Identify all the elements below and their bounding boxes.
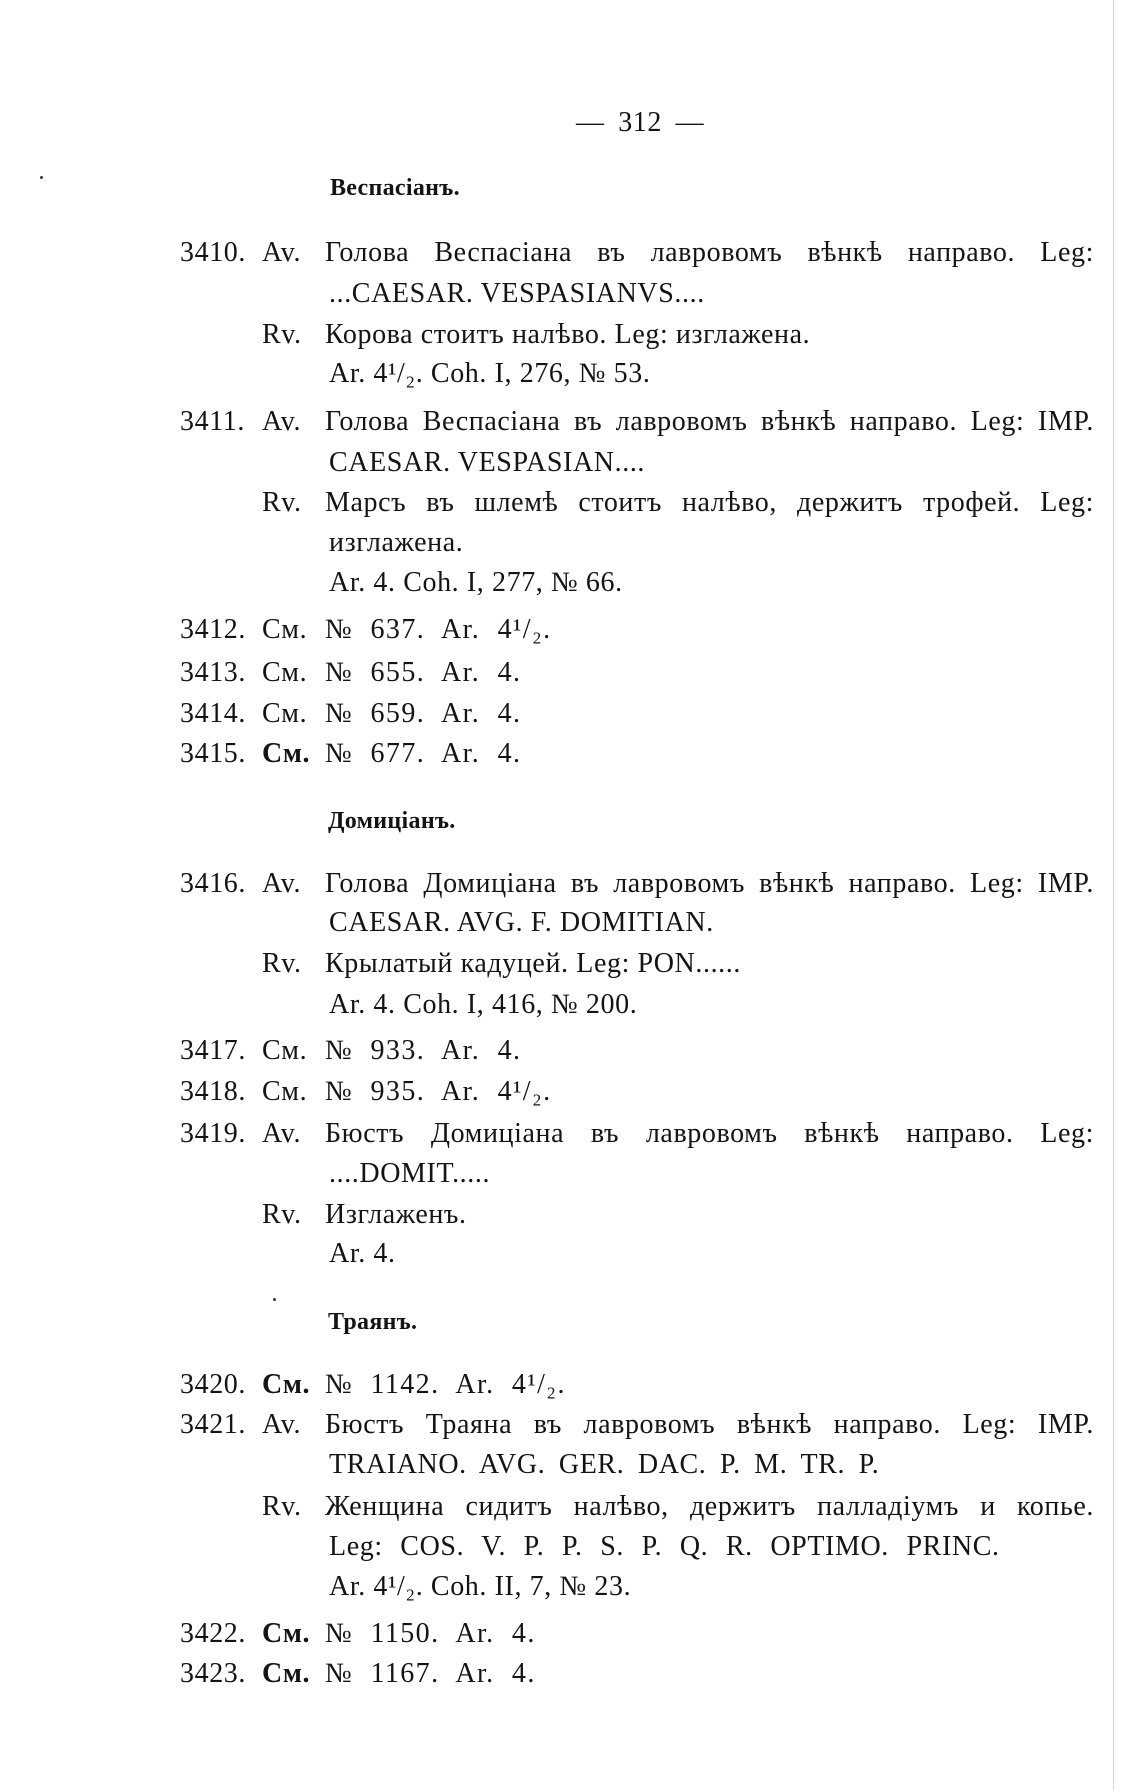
- entry-line: [0, 1031, 1140, 1071]
- entry-label: См.: [262, 1618, 311, 1649]
- entry-text: № 935. Ar. 4¹/₂.: [325, 1076, 552, 1107]
- entry-text: Голова Веспасіана въ лавровомъ вѣнкѣ направо. Leg:: [325, 237, 1094, 268]
- entry-label: Rv.: [262, 1199, 302, 1230]
- entry-text: TRAIANO. AVG. GER. DAC. P. M. TR. P.: [329, 1449, 880, 1480]
- entry-line: [0, 354, 1140, 394]
- entry-label: См.: [262, 1369, 311, 1400]
- entry-label: Rv.: [262, 487, 302, 518]
- entry-line: [0, 1614, 1140, 1654]
- entry-number: 3414.: [180, 698, 246, 729]
- entry-line: [0, 402, 1140, 442]
- entry-label: Av.: [262, 868, 302, 899]
- entry-number: 3419.: [180, 1118, 246, 1149]
- entry-text: Женщина сидитъ налѣво, держитъ палладіумъ и копье.: [325, 1491, 1094, 1522]
- entry-line: [0, 1405, 1140, 1445]
- entry-line: [0, 1195, 1140, 1235]
- entry-number: 3411.: [180, 406, 245, 437]
- entry-label: См.: [262, 614, 308, 645]
- entry-label: Av.: [262, 1118, 302, 1149]
- entry-text: CAESAR. VESPASIAN....: [329, 447, 646, 478]
- entry-label: Av.: [262, 1409, 302, 1440]
- entry-label: Av.: [262, 237, 302, 268]
- entry-line: [0, 694, 1140, 734]
- page-number: — 312 —: [576, 107, 705, 138]
- entry-text: Ar. 4¹/₂. Coh. II, 7, № 23.: [329, 1571, 632, 1602]
- entry-text: Корова стоитъ налѣво. Leg: изглажена.: [325, 319, 811, 350]
- entry-number: 3416.: [180, 868, 246, 899]
- entry-line: [0, 1654, 1140, 1694]
- entry-number: 3415.: [180, 738, 246, 769]
- entry-line: [0, 734, 1140, 774]
- entry-label: См.: [262, 698, 308, 729]
- entry-text: № 1167. Ar. 4.: [325, 1658, 536, 1689]
- entry-number: 3413.: [180, 657, 246, 688]
- entry-label: Rv.: [262, 319, 302, 350]
- entry-number: 3418.: [180, 1076, 246, 1107]
- entry-text: ....DOMIT.....: [329, 1158, 491, 1189]
- entry-number: 3410.: [180, 237, 246, 268]
- entry-text: № 1142. Ar. 4¹/₂.: [325, 1369, 566, 1400]
- entry-text: Бюстъ Траяна въ лавровомъ вѣнкѣ направо. Leg: IMP.: [325, 1409, 1094, 1440]
- entry-label: См.: [262, 1035, 308, 1066]
- entry-text: № 1150. Ar. 4.: [325, 1618, 536, 1649]
- entry-text: № 655. Ar. 4.: [325, 657, 522, 688]
- entry-line: [0, 1114, 1140, 1154]
- entry-line: [0, 1154, 1140, 1194]
- entry-line: [0, 483, 1140, 523]
- entry-line: [0, 864, 1140, 904]
- entry-line: [0, 1445, 1140, 1485]
- section-heading: Траянъ.: [328, 1309, 418, 1335]
- entry-text: Голова Веспасіана въ лавровомъ вѣнкѣ направо. Leg: IMP.: [325, 406, 1094, 437]
- entry-line: [0, 1487, 1140, 1527]
- scan-speck: [40, 176, 43, 179]
- entry-text: Бюстъ Домиціана въ лавровомъ вѣнкѣ направо. Leg:: [325, 1118, 1094, 1149]
- entry-number: 3420.: [180, 1369, 246, 1400]
- section-heading: Домиціанъ.: [328, 808, 456, 834]
- entry-text: CAESAR. AVG. F. DOMITIAN.: [329, 907, 714, 938]
- entry-line: [0, 610, 1140, 650]
- entry-line: [0, 1567, 1140, 1607]
- entry-text: № 677. Ar. 4.: [325, 738, 522, 769]
- entry-line: [0, 315, 1140, 355]
- entry-text: № 637. Ar. 4¹/₂.: [325, 614, 552, 645]
- entry-text: № 933. Ar. 4.: [325, 1035, 522, 1066]
- entry-line: [0, 903, 1140, 943]
- entry-number: 3412.: [180, 614, 246, 645]
- entry-line: [0, 233, 1140, 273]
- entry-number: 3422.: [180, 1618, 246, 1649]
- entry-label: См.: [262, 738, 311, 769]
- entry-number: 3421.: [180, 1409, 246, 1440]
- entry-text: Ar. 4.: [329, 1238, 396, 1269]
- entry-text: Ar. 4. Coh. I, 277, № 66.: [329, 567, 623, 598]
- entry-text: Ar. 4. Coh. I, 416, № 200.: [329, 989, 638, 1020]
- entry-line: [0, 523, 1140, 563]
- entry-text: № 659. Ar. 4.: [325, 698, 522, 729]
- entry-line: [0, 1365, 1140, 1405]
- entry-text: Крылатый кадуцей. Leg: PON......: [325, 948, 741, 979]
- entry-line: [0, 563, 1140, 603]
- scan-speck: [273, 1298, 276, 1301]
- entry-label: См.: [262, 657, 308, 688]
- entry-text: Ar. 4¹/₂. Coh. I, 276, № 53.: [329, 358, 651, 389]
- entry-line: [0, 1234, 1140, 1274]
- entry-line: [0, 653, 1140, 693]
- entry-line: [0, 443, 1140, 483]
- entry-text: Марсъ въ шлемѣ стоитъ налѣво, держитъ трофей. Leg:: [325, 487, 1094, 518]
- entry-label: См.: [262, 1658, 311, 1689]
- entry-line: [0, 1527, 1140, 1567]
- entry-number: 3417.: [180, 1035, 246, 1066]
- entry-text: Leg: COS. V. P. P. S. P. Q. R. OPTIMO. PRINC.: [329, 1531, 1000, 1562]
- entry-line: [0, 1072, 1140, 1112]
- entry-line: [0, 944, 1140, 984]
- entry-number: 3423.: [180, 1658, 246, 1689]
- entry-label: Av.: [262, 406, 302, 437]
- entry-line: [0, 985, 1140, 1025]
- entry-label: Rv.: [262, 1491, 302, 1522]
- entry-text: ...CAESAR. VESPASIANVS....: [329, 278, 705, 309]
- entry-text: Голова Домиціана въ лавровомъ вѣнкѣ направо. Leg: IMP.: [325, 868, 1094, 899]
- entry-label: Rv.: [262, 948, 302, 979]
- entry-text: изглажена.: [329, 527, 464, 558]
- section-heading: Веспасіанъ.: [330, 175, 460, 201]
- entry-line: [0, 274, 1140, 314]
- entry-text: Изглаженъ.: [325, 1199, 467, 1230]
- entry-label: См.: [262, 1076, 308, 1107]
